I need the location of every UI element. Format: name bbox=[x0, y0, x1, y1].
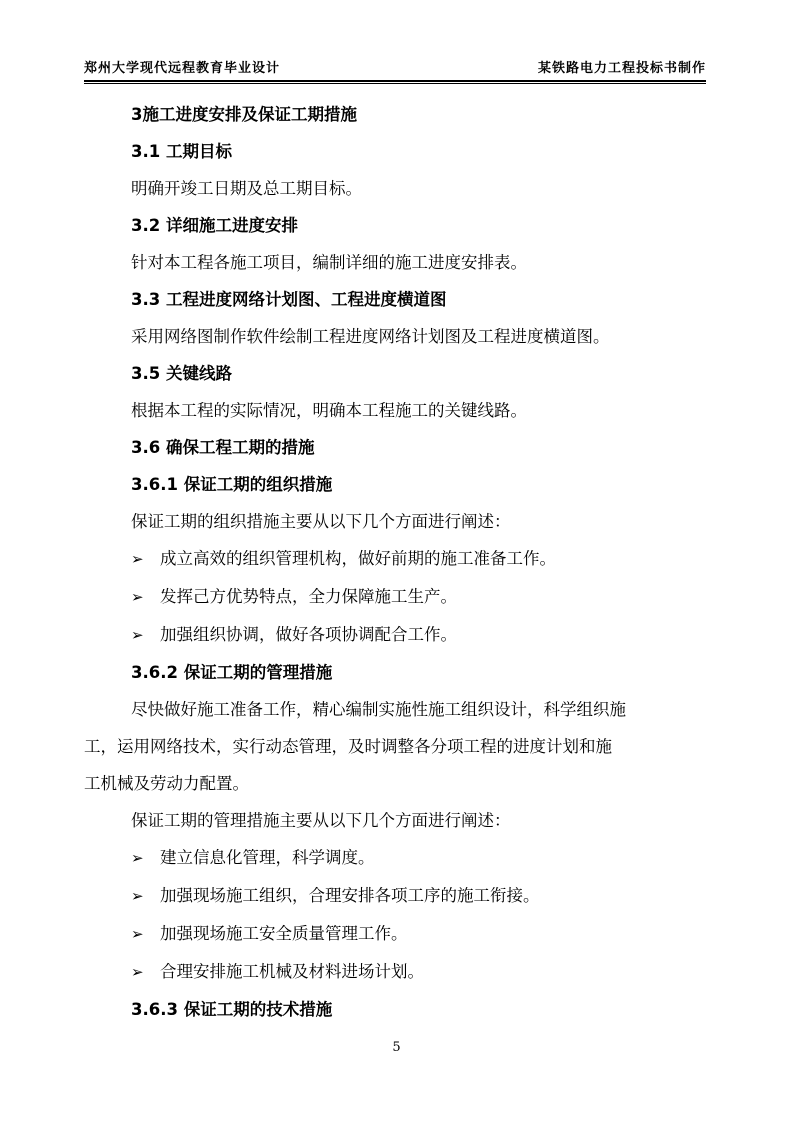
list-item: ➢ 合理安排施工机械及材料进场计划。 bbox=[84, 953, 706, 991]
arrow-bullet-icon: ➢ bbox=[131, 925, 144, 943]
document-body bbox=[84, 96, 706, 1028]
arrow-bullet-icon: ➢ bbox=[131, 963, 144, 981]
section-3-6-3-heading: 3.6.3 保证工期的技术措施 bbox=[131, 1000, 333, 1019]
section-3-3-text: 采用网络图制作软件绘制工程进度网络计划图及工程进度横道图。 bbox=[131, 327, 610, 346]
section-3-6-2-heading: 3.6.2 保证工期的管理措施 bbox=[131, 663, 333, 682]
section-3-5-text: 根据本工程的实际情况，明确本工程施工的关键线路。 bbox=[131, 401, 527, 420]
section-3-1-text: 明确开竣工日期及总工期目标。 bbox=[131, 179, 362, 198]
list-item: ➢ 发挥己方优势特点，全力保障施工生产。 bbox=[84, 578, 706, 616]
arrow-bullet-icon: ➢ bbox=[131, 849, 144, 867]
header-left-text: 郑州大学现代远程教育毕业设计 bbox=[84, 61, 281, 76]
section-3-2-text: 针对本工程各施工项目，编制详细的施工进度安排表。 bbox=[131, 253, 527, 272]
list-item: ➢ 加强组织协调，做好各项协调配合工作。 bbox=[84, 616, 706, 654]
section-3-heading: 3施工进度安排及保证工期措施 bbox=[131, 105, 357, 124]
section-3-6-1-heading: 3.6.1 保证工期的组织措施 bbox=[131, 475, 333, 494]
section-3-6-heading: 3.6 确保工程工期的措施 bbox=[131, 438, 315, 457]
arrow-bullet-icon: ➢ bbox=[131, 626, 144, 644]
page-number: 5 bbox=[392, 1040, 401, 1055]
section-3-6-2-para-line: 工机械及劳动力配置。 bbox=[84, 774, 249, 793]
list-item: ➢ 加强现场施工组织，合理安排各项工序的施工衔接。 bbox=[84, 877, 706, 915]
section-3-6-2-para-line: 尽快做好施工准备工作，精心编制实施性施工组织设计，科学组织施 bbox=[131, 700, 626, 719]
section-3-6-1-intro: 保证工期的组织措施主要从以下几个方面进行阐述： bbox=[131, 512, 511, 531]
section-3-6-2-para-line: 工，运用网络技术，实行动态管理，及时调整各分项工程的进度计划和施 bbox=[84, 737, 612, 756]
list-item: ➢ 成立高效的组织管理机构，做好前期的施工准备工作。 bbox=[84, 540, 706, 578]
arrow-bullet-icon: ➢ bbox=[131, 550, 144, 568]
header-divider bbox=[84, 80, 706, 84]
arrow-bullet-icon: ➢ bbox=[131, 887, 144, 905]
section-3-6-2-intro: 保证工期的管理措施主要从以下几个方面进行阐述： bbox=[131, 811, 511, 830]
section-3-5-heading: 3.5 关键线路 bbox=[131, 364, 232, 383]
arrow-bullet-icon: ➢ bbox=[131, 588, 144, 606]
section-3-2-heading: 3.2 详细施工进度安排 bbox=[131, 216, 298, 235]
header-right-text: 某铁路电力工程投标书制作 bbox=[537, 61, 706, 76]
section-3-1-heading: 3.1 工期目标 bbox=[131, 142, 232, 161]
page-header bbox=[84, 55, 706, 77]
list-item: ➢ 建立信息化管理，科学调度。 bbox=[84, 839, 706, 877]
section-3-3-heading: 3.3 工程进度网络计划图、工程进度横道图 bbox=[131, 290, 447, 309]
list-item: ➢ 加强现场施工安全质量管理工作。 bbox=[84, 915, 706, 953]
